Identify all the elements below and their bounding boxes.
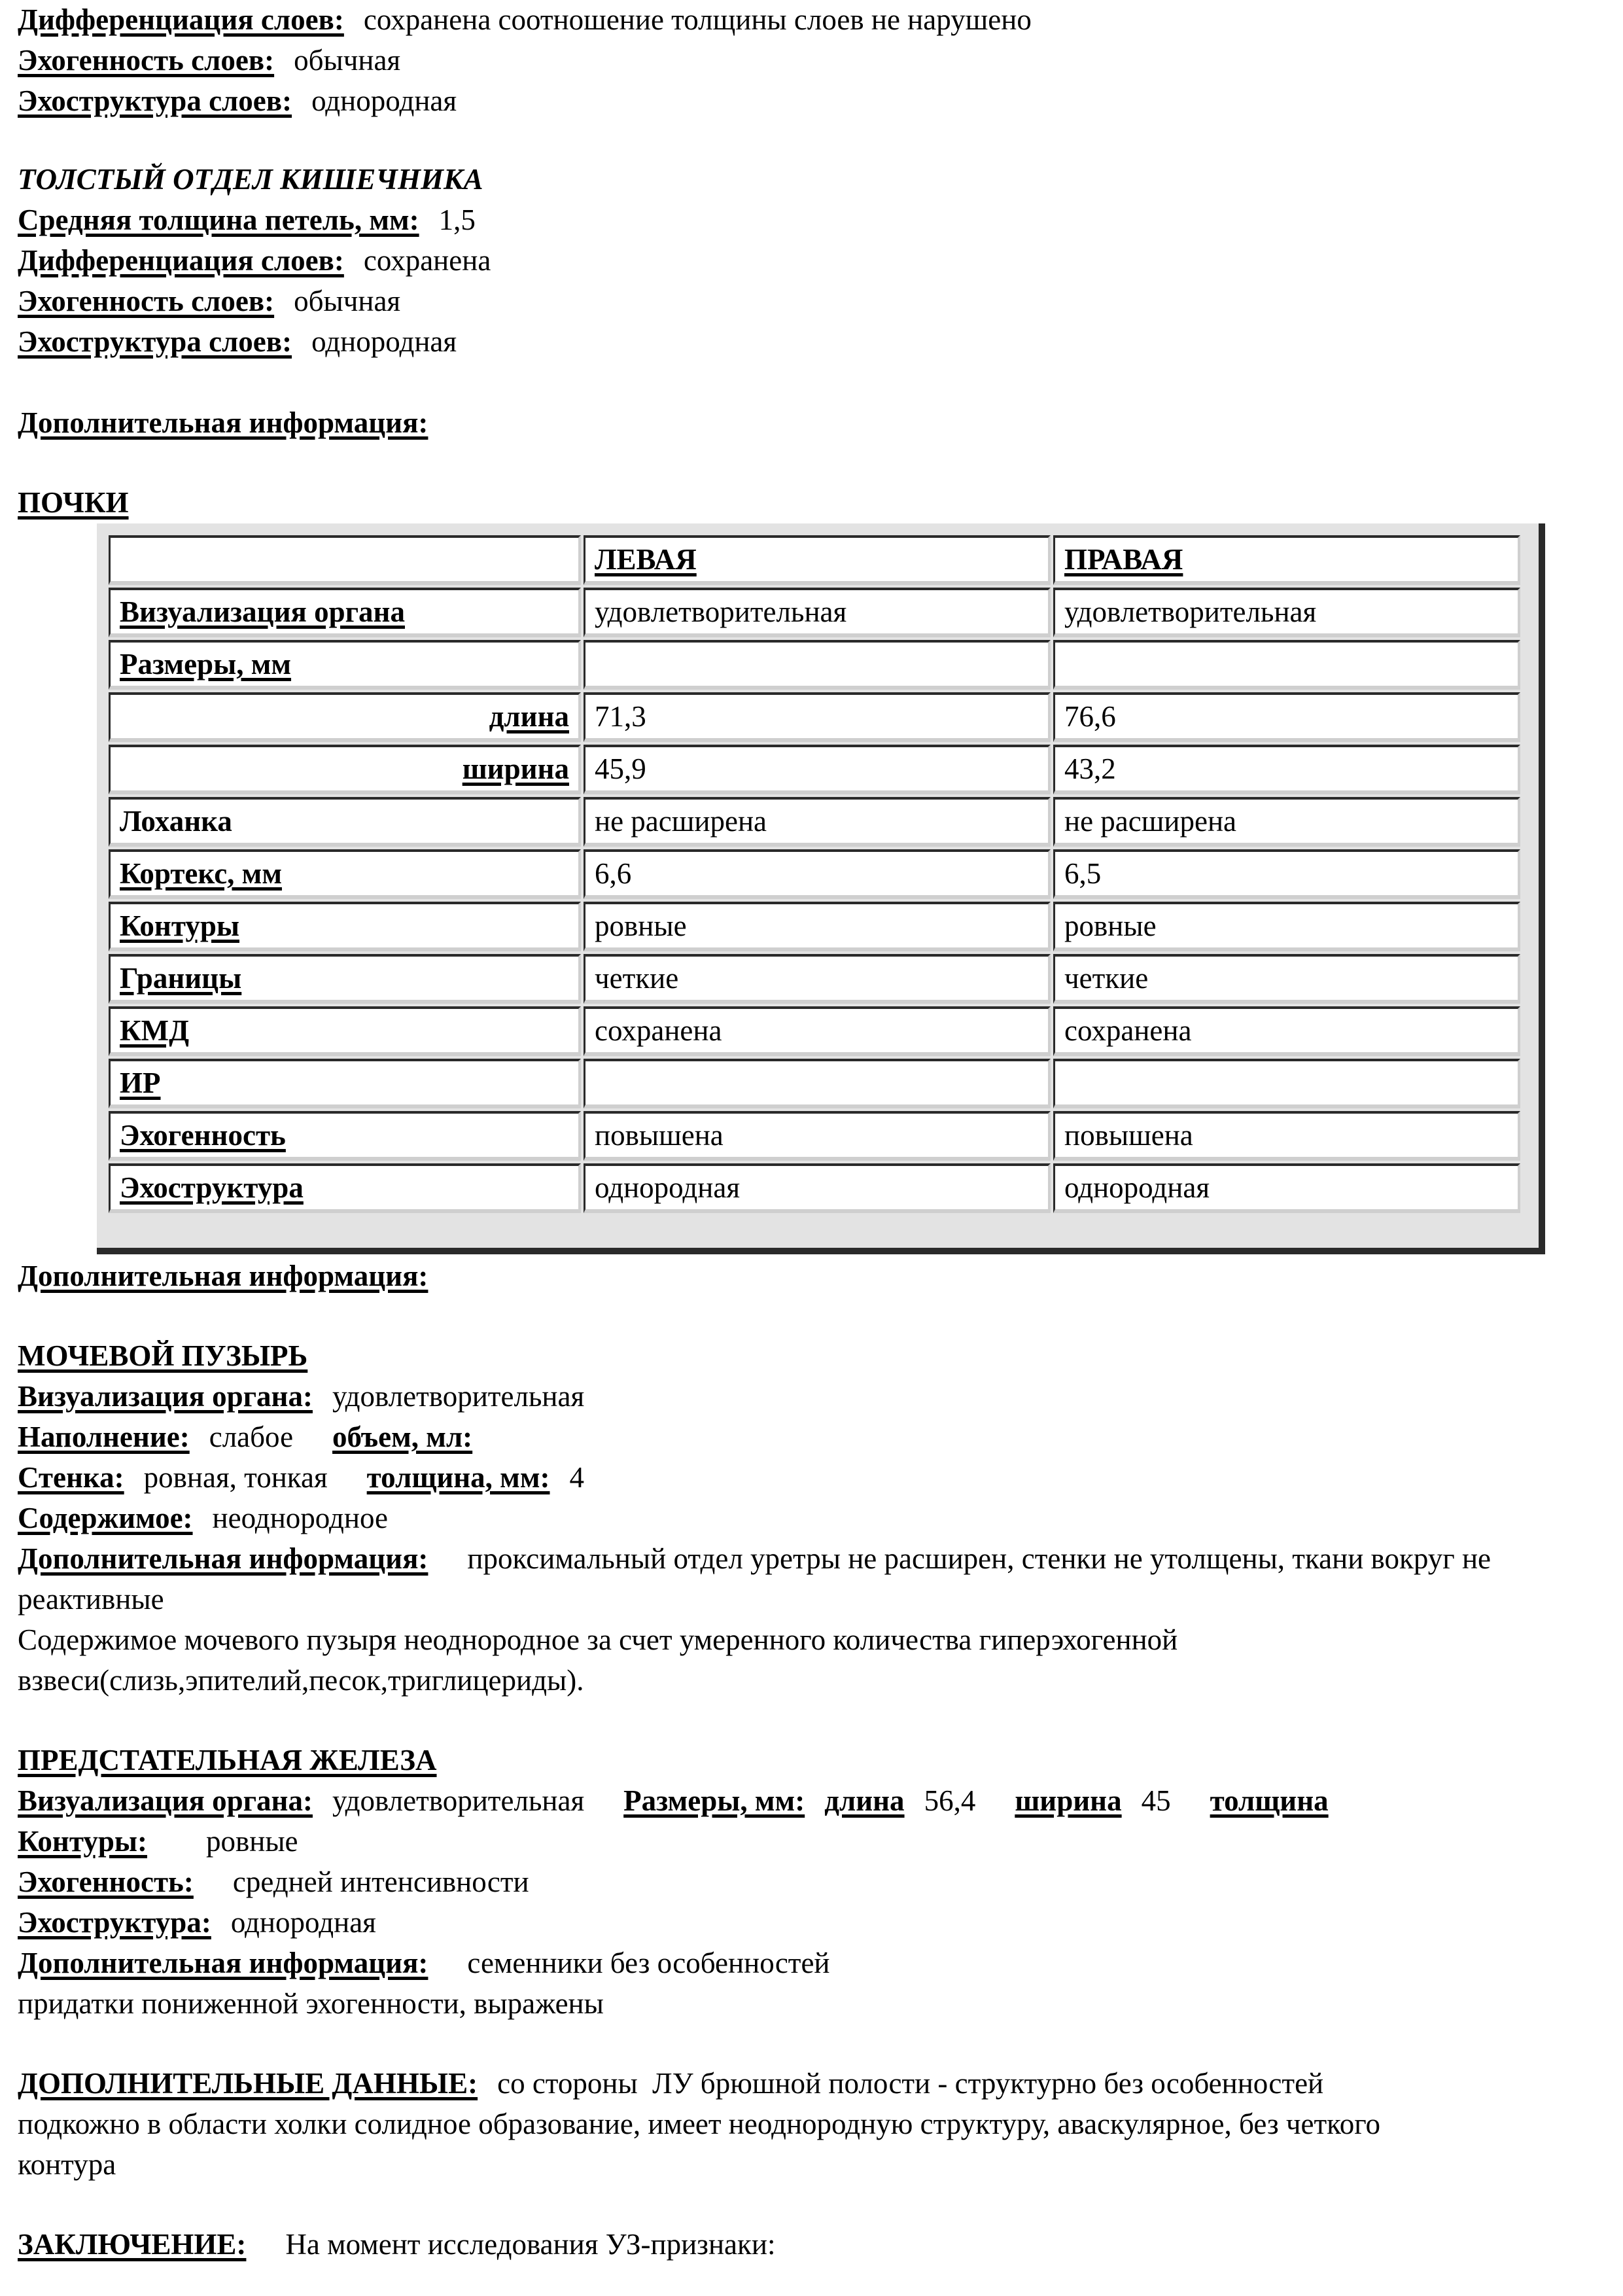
si-echostructure-row xyxy=(18,82,457,119)
table-row xyxy=(109,954,1520,1004)
field-value: ровная, тонкая xyxy=(143,1461,328,1494)
field-label: Эхогенность: xyxy=(18,1865,194,1898)
field-label: Эхогенность слоев: xyxy=(18,44,275,77)
field-value: неоднородное xyxy=(212,1502,388,1534)
extra-text-3: контура xyxy=(18,2148,116,2181)
field-value: На момент исследования УЗ-признаки: xyxy=(285,2228,776,2261)
table-row xyxy=(109,902,1520,951)
bladder-additional-row xyxy=(18,1540,1491,1577)
header-cell-right xyxy=(1053,535,1520,585)
size-label: Размеры, мм: xyxy=(623,1784,805,1817)
table-row xyxy=(109,797,1520,847)
table-row xyxy=(109,1059,1520,1108)
table-row xyxy=(109,849,1520,899)
bladder-wall-row xyxy=(18,1459,584,1496)
header-cell-empty xyxy=(109,535,581,585)
kidneys-table xyxy=(106,533,1523,1216)
row-label: Эхогенность xyxy=(120,1119,286,1152)
left-value-cell: четкие xyxy=(584,954,1051,1004)
field-value: однородная xyxy=(230,1906,376,1939)
row-label: ширина xyxy=(462,752,569,785)
extra-text-2: подкожно в области холки солидное образование, имеет неоднородную структуру, аваскулярное, без четкого xyxy=(18,2108,1381,2140)
bladder-additional-text-2: реактивные xyxy=(18,1583,164,1616)
prostate-visualization-row xyxy=(18,1782,1329,1819)
field-label: Наполнение: xyxy=(18,1421,190,1453)
field-value: обычная xyxy=(294,44,401,77)
field-value: однородная xyxy=(311,84,457,117)
row-label-cell xyxy=(109,640,581,690)
row-label: Эхоструктура xyxy=(120,1171,304,1204)
right-value-cell xyxy=(1053,1059,1520,1108)
field-value: сохранена соотношение толщины слоев не нарушено xyxy=(363,3,1032,36)
prostate-additional-row xyxy=(18,1945,830,1981)
header-right-label: ПРАВАЯ xyxy=(1064,543,1183,576)
thickness-label: толщина, мм: xyxy=(366,1461,550,1494)
field-label: Дополнительная информация: xyxy=(18,1260,428,1292)
field-label: Эхоструктура слоев: xyxy=(18,84,292,117)
row-label: Лоханка xyxy=(120,805,232,838)
field-label: Контуры: xyxy=(18,1825,147,1858)
field-label: Визуализация органа: xyxy=(18,1380,313,1413)
field-label: Средняя толщина петель, мм: xyxy=(18,203,419,236)
bladder-filling-row xyxy=(18,1419,492,1455)
right-value-cell: однородная xyxy=(1053,1163,1520,1213)
field-value: семенники без особенностей xyxy=(467,1947,830,1979)
row-label-cell xyxy=(109,797,581,847)
row-label: Границы xyxy=(120,962,242,995)
row-label-cell xyxy=(109,954,581,1004)
kidneys-title: ПОЧКИ xyxy=(18,486,129,519)
bladder-contents-row xyxy=(18,1500,388,1536)
kidneys-table-frame xyxy=(97,523,1545,1254)
prostate-contours-row xyxy=(18,1823,298,1860)
prostate-title: ПРЕДСТАТЕЛЬНАЯ ЖЕЛЕЗА xyxy=(18,1744,437,1776)
right-value-cell: 43,2 xyxy=(1053,745,1520,794)
row-label: Контуры xyxy=(120,910,239,942)
li-echostructure-row xyxy=(18,323,457,360)
extra-data-row xyxy=(18,2065,1323,2102)
thickness-label: толщина xyxy=(1210,1784,1329,1817)
left-value-cell: 6,6 xyxy=(584,849,1051,899)
li-differentiation-row xyxy=(18,242,491,279)
field-value: 1,5 xyxy=(438,203,476,236)
field-value: однородная xyxy=(311,325,457,358)
si-differentiation-row xyxy=(18,1,1032,38)
field-value: ровные xyxy=(205,1825,298,1858)
field-value: обычная xyxy=(294,285,401,317)
field-label: Эхогенность слоев: xyxy=(18,285,275,317)
row-label-cell xyxy=(109,1163,581,1213)
field-label: Эхоструктура: xyxy=(18,1906,211,1939)
kidneys-additional-info-label xyxy=(18,1258,428,1294)
field-value: средней интенсивности xyxy=(232,1865,529,1898)
right-value-cell: не расширена xyxy=(1053,797,1520,847)
row-label: КМД xyxy=(120,1014,190,1047)
field-label: Стенка: xyxy=(18,1461,124,1494)
bladder-additional-text-4: взвеси(слизь,эпителий,песок,триглицериды). xyxy=(18,1664,584,1697)
field-value: сохранена xyxy=(363,244,491,277)
table-row xyxy=(109,692,1520,742)
field-value: проксимальный отдел уретры не расширен, стенки не утолщены, ткани вокруг не xyxy=(467,1542,1492,1575)
row-label-cell xyxy=(109,1111,581,1161)
header-cell-left xyxy=(584,535,1051,585)
left-value-cell: 45,9 xyxy=(584,745,1051,794)
row-label-cell xyxy=(109,745,581,794)
field-value: слабое xyxy=(209,1421,294,1453)
field-label: Дополнительная информация: xyxy=(18,1947,428,1979)
row-label-cell xyxy=(109,849,581,899)
right-value-cell: четкие xyxy=(1053,954,1520,1004)
width-value: 45 xyxy=(1141,1784,1171,1817)
field-label: Содержимое: xyxy=(18,1502,193,1534)
width-label: ширина xyxy=(1015,1784,1122,1817)
prostate-echostructure-row xyxy=(18,1904,376,1941)
row-label-cell xyxy=(109,902,581,951)
header-left-label: ЛЕВАЯ xyxy=(595,543,697,576)
bladder-visualization-row xyxy=(18,1378,584,1415)
table-row xyxy=(109,640,1520,690)
field-label: Эхоструктура слоев: xyxy=(18,325,292,358)
field-value: удовлетворительная xyxy=(332,1380,585,1413)
length-value: 56,4 xyxy=(924,1784,976,1817)
right-value-cell: ровные xyxy=(1053,902,1520,951)
volume-label: объем, мл: xyxy=(332,1421,473,1453)
prostate-additional-text-2: придатки пониженной эхогенности, выражены xyxy=(18,1987,604,2020)
table-row xyxy=(109,1163,1520,1213)
field-label: Дифференциация слоев: xyxy=(18,244,344,277)
left-value-cell: не расширена xyxy=(584,797,1051,847)
field-value: со стороны ЛУ брюшной полости - структурно без особенностей xyxy=(497,2067,1324,2100)
left-value-cell: удовлетворительная xyxy=(584,588,1051,637)
bladder-additional-text-3: Содержимое мочевого пузыря неоднородное за счет умеренного количества гиперэхогенной xyxy=(18,1623,1178,1656)
right-value-cell: удовлетворительная xyxy=(1053,588,1520,637)
li-thickness-row xyxy=(18,202,476,238)
table-row xyxy=(109,745,1520,794)
field-label: ЗАКЛЮЧЕНИЕ: xyxy=(18,2228,247,2261)
left-value-cell: 71,3 xyxy=(584,692,1051,742)
row-label: Кортекс, мм xyxy=(120,857,282,890)
row-label: Размеры, мм xyxy=(120,648,292,680)
row-label-cell xyxy=(109,1059,581,1108)
row-label-cell xyxy=(109,1006,581,1056)
right-value-cell xyxy=(1053,640,1520,690)
row-label-cell xyxy=(109,588,581,637)
thickness-value: 4 xyxy=(569,1461,584,1494)
large-intestine-title: ТОЛСТЫЙ ОТДЕЛ КИШЕЧНИКА xyxy=(18,163,483,196)
table-row xyxy=(109,1111,1520,1161)
row-label-cell xyxy=(109,692,581,742)
left-value-cell: однородная xyxy=(584,1163,1051,1213)
right-value-cell: сохранена xyxy=(1053,1006,1520,1056)
table-header-row xyxy=(109,535,1520,585)
left-value-cell: повышена xyxy=(584,1111,1051,1161)
si-echogenicity-row xyxy=(18,42,400,79)
field-label: Дифференциация слоев: xyxy=(18,3,344,36)
field-label: Дополнительная информация: xyxy=(18,1542,428,1575)
row-label: ИР xyxy=(120,1067,161,1099)
row-label: длина xyxy=(489,700,569,733)
left-value-cell: сохранена xyxy=(584,1006,1051,1056)
left-value-cell: ровные xyxy=(584,902,1051,951)
conclusion-row xyxy=(18,2226,775,2263)
length-label: длина xyxy=(824,1784,905,1817)
field-label: Визуализация органа: xyxy=(18,1784,313,1817)
li-additional-info-label xyxy=(18,404,428,441)
right-value-cell: 76,6 xyxy=(1053,692,1520,742)
table-row xyxy=(109,588,1520,637)
left-value-cell xyxy=(584,1059,1051,1108)
field-label: ДОПОЛНИТЕЛЬНЫЕ ДАННЫЕ: xyxy=(18,2067,478,2100)
table-row xyxy=(109,1006,1520,1056)
field-label: Дополнительная информация: xyxy=(18,406,428,439)
prostate-echogenicity-row xyxy=(18,1863,529,1900)
right-value-cell: повышена xyxy=(1053,1111,1520,1161)
row-label: Визуализация органа xyxy=(120,595,405,628)
field-value: удовлетворительная xyxy=(332,1784,585,1817)
bladder-title: МОЧЕВОЙ ПУЗЫРЬ xyxy=(18,1339,308,1372)
left-value-cell xyxy=(584,640,1051,690)
right-value-cell: 6,5 xyxy=(1053,849,1520,899)
li-echogenicity-row xyxy=(18,283,400,319)
